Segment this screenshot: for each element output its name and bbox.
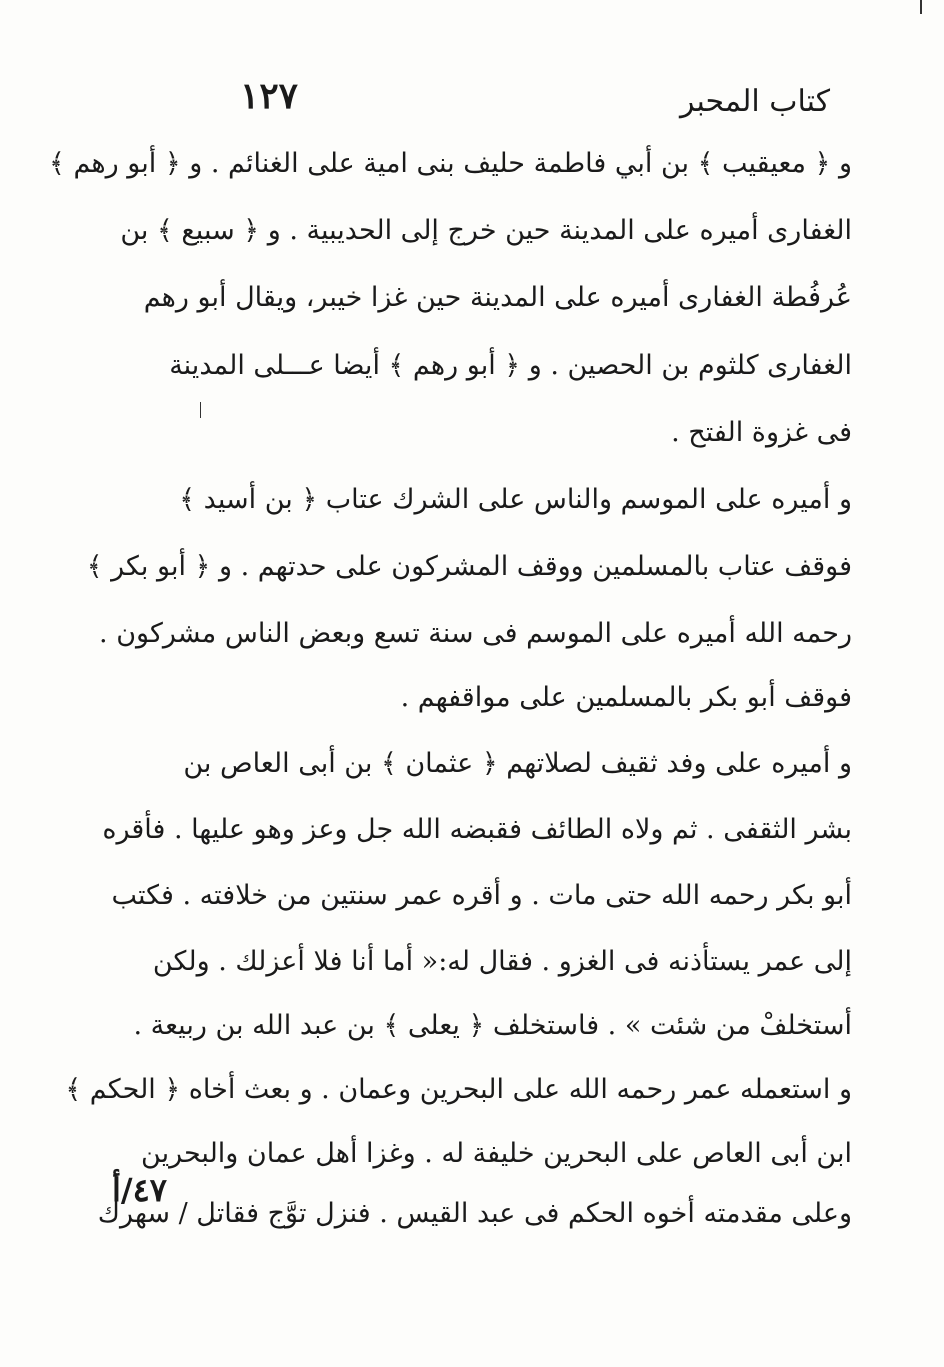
text-line: أبو بكر رحمه الله حتى مات . و أقره عمر سنتين من خلافته . فكتب [111,880,852,911]
scan-mark [920,0,922,14]
text-line: فوقف عتاب بالمسلمين ووقف المشركون على حدتهم . و ﴿ أبو بكر ﴾ [86,551,852,582]
text-line: و ﴿ معيقيب ﴾ بن أبي فاطمة حليف بنى امية على الغنائم . و ﴿ أبو رهم ﴾ [49,148,852,179]
text-line: و أميره على وفد ثقيف لصلاتهم ﴿ عثمان ﴾ بن أبى العاص بن [183,748,852,779]
text-line: فوقف أبو بكر بالمسلمين على مواقفهم . [400,682,852,713]
text-line: فى غزوة الفتح . [671,417,852,448]
text-line: ابن أبى العاص على البحرين خليفة له . وغزا أهل عمان والبحرين [141,1138,852,1169]
folio-note: ٤٧/أ [112,1171,167,1209]
scan-mark [200,402,201,418]
text-line: بشر الثقفى . ثم ولاه الطائف فقبضه الله جل وعز وهو عليها . فأقره [102,814,852,845]
text-line: و استعمله عمر رحمه الله على البحرين وعمان . و بعث أخاه ﴿ الحكم ﴾ [65,1074,852,1105]
page-number: ١٢٧ [240,75,299,117]
text-line: إلى عمر يستأذنه فى الغزو . فقال له:« أما أنا فلا أعزلك . ولكن [152,946,852,977]
text-line: الغفارى كلثوم بن الحصين . و ﴿ أبو رهم ﴾ أيضا عـــلى المدينة [169,350,852,381]
text-line: الغفارى أميره على المدينة حين خرج إلى الحديبية . و ﴿ سبيع ﴾ بن [120,215,852,246]
text-line: وعلى مقدمته أخوه الحكم فى عبد القيس . فنزل توَّج فقاتل / سهرك [97,1198,852,1229]
text-line: أستخلفْ من شئت » . فاستخلف ﴿ يعلى ﴾ بن عبد الله بن ربيعة . [133,1010,852,1041]
text-line: و أميره على الموسم والناس على الشرك عتاب ﴿ بن أسيد ﴾ [179,484,852,515]
text-line: عُرفُطة الغفارى أميره على المدينة حين غزا خيبر، ويقال أبو رهم [143,282,852,313]
text-line: رحمه الله أميره على الموسم فى سنة تسع وبعض الناس مشركون . [99,618,852,649]
book-title: كتاب المحبر [679,84,830,119]
